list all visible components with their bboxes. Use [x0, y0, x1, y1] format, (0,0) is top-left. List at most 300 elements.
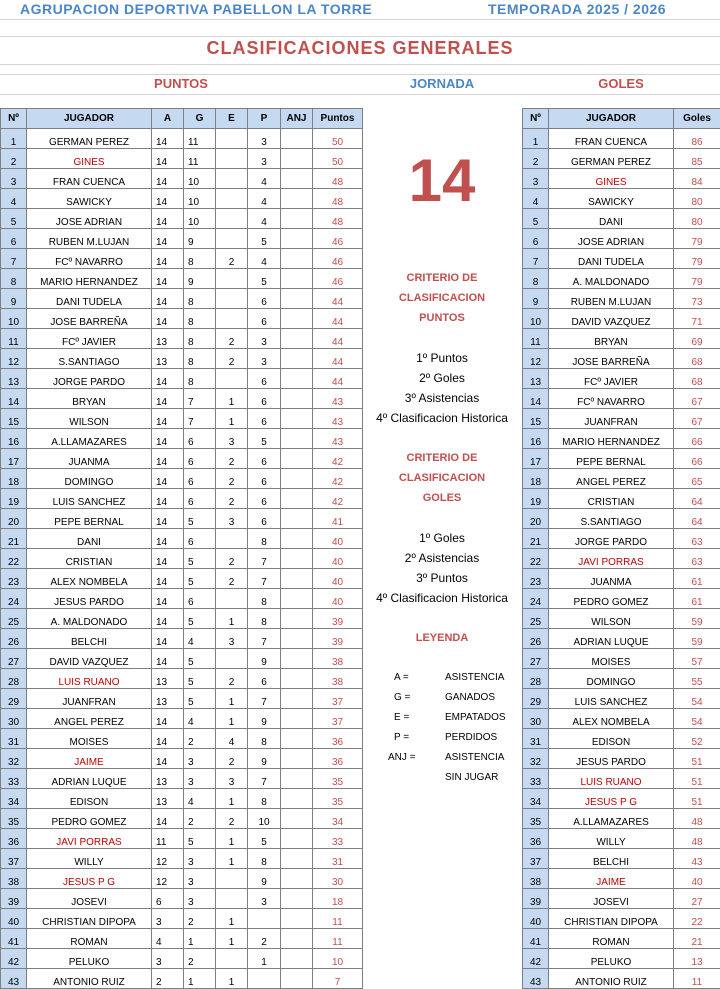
losses-cell: 8: [248, 589, 281, 609]
table-row: [1, 889, 363, 909]
draws-cell: 1: [216, 689, 248, 709]
rank-cell: 34: [523, 789, 549, 809]
wins-cell: 8: [184, 289, 216, 309]
anj-cell: [281, 729, 313, 749]
goals-cell: 51: [674, 789, 720, 809]
table-row: [1, 349, 363, 369]
player-name-cell: CHRISTIAN DIPOPA: [549, 909, 674, 929]
losses-cell: 9: [248, 869, 281, 889]
table-row: [523, 929, 720, 949]
table-row: [523, 889, 720, 909]
losses-cell: [248, 969, 281, 989]
wins-cell: 4: [184, 629, 216, 649]
points-cell: 18: [313, 889, 363, 909]
losses-cell: 7: [248, 569, 281, 589]
points-cell: 42: [313, 469, 363, 489]
wins-cell: 7: [184, 409, 216, 429]
player-name-cell: GINES: [27, 149, 152, 169]
goals-cell: 66: [674, 449, 720, 469]
attendance-cell: 14: [152, 409, 184, 429]
goals-cell: 71: [674, 309, 720, 329]
rank-cell: 17: [1, 449, 27, 469]
goals-cell: 80: [674, 189, 720, 209]
goals-table: [522, 108, 720, 989]
losses-cell: 6: [248, 409, 281, 429]
rank-cell: 2: [1, 149, 27, 169]
player-name-cell: BELCHI: [27, 629, 152, 649]
wins-cell: 2: [184, 729, 216, 749]
points-cell: 30: [313, 869, 363, 889]
attendance-cell: 12: [152, 869, 184, 889]
wins-cell: 3: [184, 849, 216, 869]
rank-cell: 18: [523, 469, 549, 489]
rank-cell: 4: [1, 189, 27, 209]
rank-cell: 24: [1, 589, 27, 609]
goals-cell: 22: [674, 909, 720, 929]
goals-cell: 69: [674, 329, 720, 349]
rank-cell: 1: [523, 129, 549, 149]
rank-cell: 27: [523, 649, 549, 669]
table-row: [523, 529, 720, 549]
rank-cell: 9: [523, 289, 549, 309]
wins-cell: 9: [184, 229, 216, 249]
draws-cell: 2: [216, 669, 248, 689]
table-row: [523, 729, 720, 749]
draws-cell: 2: [216, 809, 248, 829]
column-header: Nº: [1, 109, 27, 129]
player-name-cell: PEPE BERNAL: [549, 449, 674, 469]
attendance-cell: 13: [152, 689, 184, 709]
draws-cell: [216, 889, 248, 909]
attendance-cell: 3: [152, 909, 184, 929]
attendance-cell: 14: [152, 249, 184, 269]
criteria-goals-item: 1º Goles: [419, 531, 465, 545]
points-cell: 44: [313, 309, 363, 329]
player-name-cell: JESUS P G: [27, 869, 152, 889]
rank-cell: 15: [1, 409, 27, 429]
table-row: [1, 589, 363, 609]
table-row: [1, 969, 363, 989]
table-row: [1, 269, 363, 289]
anj-cell: [281, 789, 313, 809]
points-cell: 42: [313, 489, 363, 509]
anj-cell: [281, 289, 313, 309]
player-name-cell: A.LLAMAZARES: [549, 809, 674, 829]
rank-cell: 22: [1, 549, 27, 569]
table-row: [523, 869, 720, 889]
attendance-cell: 14: [152, 809, 184, 829]
rank-cell: 38: [523, 869, 549, 889]
rank-cell: 32: [523, 749, 549, 769]
draws-cell: 3: [216, 769, 248, 789]
anj-cell: [281, 849, 313, 869]
anj-cell: [281, 449, 313, 469]
table-row: [523, 249, 720, 269]
wins-cell: 8: [184, 309, 216, 329]
table-row: [1, 149, 363, 169]
anj-cell: [281, 169, 313, 189]
anj-cell: [281, 609, 313, 629]
wins-cell: 4: [184, 789, 216, 809]
player-name-cell: JOSE BARREÑA: [27, 309, 152, 329]
attendance-cell: 14: [152, 169, 184, 189]
section-goals-label: GOLES: [598, 76, 644, 91]
player-name-cell: JOSE ADRIAN: [549, 229, 674, 249]
attendance-cell: 14: [152, 369, 184, 389]
losses-cell: 6: [248, 369, 281, 389]
goals-cell: 43: [674, 849, 720, 869]
rank-cell: 5: [523, 209, 549, 229]
wins-cell: 5: [184, 669, 216, 689]
table-row: [1, 789, 363, 809]
rank-cell: 16: [1, 429, 27, 449]
player-name-cell: DANI: [549, 209, 674, 229]
player-name-cell: PELUKO: [27, 949, 152, 969]
table-row: [1, 509, 363, 529]
rank-cell: 36: [1, 829, 27, 849]
anj-cell: [281, 949, 313, 969]
points-cell: 37: [313, 709, 363, 729]
losses-cell: 2: [248, 929, 281, 949]
table-row: [1, 629, 363, 649]
table-row: [1, 849, 363, 869]
divider: [0, 74, 720, 75]
player-name-cell: ANTONIO RUIZ: [27, 969, 152, 989]
wins-cell: 1: [184, 929, 216, 949]
draws-cell: 1: [216, 849, 248, 869]
anj-cell: [281, 829, 313, 849]
table-row: [1, 389, 363, 409]
attendance-cell: 13: [152, 329, 184, 349]
table-row: [1, 409, 363, 429]
goals-cell: 85: [674, 149, 720, 169]
table-row: [523, 769, 720, 789]
points-cell: 33: [313, 829, 363, 849]
rank-cell: 29: [1, 689, 27, 709]
player-name-cell: JESUS PARDO: [549, 749, 674, 769]
goals-cell: 63: [674, 529, 720, 549]
rank-cell: 14: [523, 389, 549, 409]
attendance-cell: 14: [152, 609, 184, 629]
draws-cell: 3: [216, 629, 248, 649]
anj-cell: [281, 929, 313, 949]
player-name-cell: ADRIAN LUQUE: [549, 629, 674, 649]
goals-cell: 61: [674, 589, 720, 609]
goals-cell: 79: [674, 229, 720, 249]
player-name-cell: JORGE PARDO: [549, 529, 674, 549]
attendance-cell: 14: [152, 449, 184, 469]
table-row: [1, 569, 363, 589]
losses-cell: 3: [248, 129, 281, 149]
table-row: [1, 489, 363, 509]
rank-cell: 27: [1, 649, 27, 669]
attendance-cell: 14: [152, 289, 184, 309]
legend-value: ASISTENCIA: [445, 672, 505, 683]
wins-cell: 3: [184, 889, 216, 909]
losses-cell: 7: [248, 769, 281, 789]
anj-cell: [281, 189, 313, 209]
rank-cell: 15: [523, 409, 549, 429]
attendance-cell: 14: [152, 129, 184, 149]
criteria-points-item: 1º Puntos: [416, 351, 468, 365]
attendance-cell: 14: [152, 149, 184, 169]
goals-cell: 67: [674, 389, 720, 409]
losses-cell: 8: [248, 529, 281, 549]
goals-cell: 57: [674, 649, 720, 669]
rank-cell: 37: [1, 849, 27, 869]
wins-cell: 10: [184, 209, 216, 229]
section-points-label: PUNTOS: [154, 76, 208, 91]
table-row: [523, 969, 720, 989]
table-row: [1, 369, 363, 389]
column-header: E: [216, 109, 248, 129]
attendance-cell: 14: [152, 309, 184, 329]
goals-cell: 63: [674, 549, 720, 569]
season-label: TEMPORADA 2025 / 2026: [488, 1, 667, 17]
points-cell: 38: [313, 669, 363, 689]
draws-cell: [216, 869, 248, 889]
legend-title: LEYENDA: [415, 632, 469, 644]
criteria-goals-title-1: CRITERIO DE: [406, 452, 478, 464]
criteria-goals-item: 2º Asistencias: [404, 551, 480, 565]
legend-key: E =: [394, 712, 410, 723]
table-row: [523, 749, 720, 769]
rank-cell: 21: [1, 529, 27, 549]
anj-cell: [281, 709, 313, 729]
rank-cell: 23: [1, 569, 27, 589]
column-header: JUGADOR: [549, 109, 674, 129]
divider: [0, 36, 720, 37]
rank-cell: 30: [523, 709, 549, 729]
attendance-cell: 4: [152, 929, 184, 949]
draws-cell: 4: [216, 729, 248, 749]
player-name-cell: EDISON: [549, 729, 674, 749]
anj-cell: [281, 249, 313, 269]
criteria-goals-title-2: CLASIFICACION: [398, 472, 486, 484]
losses-cell: 5: [248, 429, 281, 449]
table-row: [523, 629, 720, 649]
player-name-cell: JUANMA: [27, 449, 152, 469]
rank-cell: 39: [523, 889, 549, 909]
losses-cell: 6: [248, 509, 281, 529]
player-name-cell: ANGEL PEREZ: [549, 469, 674, 489]
wins-cell: 5: [184, 689, 216, 709]
points-cell: 41: [313, 509, 363, 529]
attendance-cell: 14: [152, 509, 184, 529]
rank-cell: 21: [523, 529, 549, 549]
rank-cell: 1: [1, 129, 27, 149]
losses-cell: 4: [248, 209, 281, 229]
rank-cell: 29: [523, 689, 549, 709]
divider: [0, 64, 720, 65]
attendance-cell: 14: [152, 529, 184, 549]
rank-cell: 35: [523, 809, 549, 829]
rank-cell: 25: [523, 609, 549, 629]
attendance-cell: 14: [152, 189, 184, 209]
goals-cell: 84: [674, 169, 720, 189]
player-name-cell: ALEX NOMBELA: [549, 709, 674, 729]
losses-cell: 6: [248, 389, 281, 409]
goals-cell: 21: [674, 929, 720, 949]
draws-cell: 1: [216, 709, 248, 729]
goals-cell: 64: [674, 509, 720, 529]
anj-cell: [281, 429, 313, 449]
draws-cell: 1: [216, 969, 248, 989]
player-name-cell: JOSE ADRIAN: [27, 209, 152, 229]
table-row: [523, 849, 720, 869]
wins-cell: 2: [184, 809, 216, 829]
points-cell: 36: [313, 729, 363, 749]
rank-cell: 11: [523, 329, 549, 349]
table-row: [1, 669, 363, 689]
table-row: [523, 649, 720, 669]
anj-cell: [281, 309, 313, 329]
table-row: [1, 329, 363, 349]
anj-cell: [281, 489, 313, 509]
player-name-cell: S.SANTIAGO: [549, 509, 674, 529]
wins-cell: 8: [184, 249, 216, 269]
player-name-cell: BRYAN: [549, 329, 674, 349]
player-name-cell: RUBEN M.LUJAN: [27, 229, 152, 249]
points-cell: 50: [313, 129, 363, 149]
points-cell: 34: [313, 809, 363, 829]
wins-cell: 5: [184, 509, 216, 529]
player-name-cell: JOSEVI: [27, 889, 152, 909]
anj-cell: [281, 669, 313, 689]
table-row: [1, 609, 363, 629]
losses-cell: 6: [248, 469, 281, 489]
player-name-cell: BRYAN: [27, 389, 152, 409]
rank-cell: 39: [1, 889, 27, 909]
anj-cell: [281, 129, 313, 149]
draws-cell: 1: [216, 409, 248, 429]
player-name-cell: MARIO HERNANDEZ: [549, 429, 674, 449]
player-name-cell: JUANFRAN: [549, 409, 674, 429]
attendance-cell: 14: [152, 729, 184, 749]
table-row: [523, 329, 720, 349]
wins-cell: 5: [184, 569, 216, 589]
column-header: Goles: [674, 109, 720, 129]
player-name-cell: DOMINGO: [549, 669, 674, 689]
player-name-cell: CHRISTIAN DIPOPA: [27, 909, 152, 929]
player-name-cell: WILLY: [27, 849, 152, 869]
points-cell: 40: [313, 529, 363, 549]
criteria-points-title-3: PUNTOS: [419, 312, 465, 324]
table-row: [523, 809, 720, 829]
legend-value: PERDIDOS: [445, 732, 498, 743]
rank-cell: 26: [1, 629, 27, 649]
draws-cell: 2: [216, 329, 248, 349]
player-name-cell: LUIS SANCHEZ: [27, 489, 152, 509]
rank-cell: 33: [1, 769, 27, 789]
losses-cell: 6: [248, 309, 281, 329]
wins-cell: 11: [184, 149, 216, 169]
player-name-cell: JAVI PORRAS: [549, 549, 674, 569]
criteria-points-item: 4º Clasificacion Historica: [376, 411, 508, 425]
player-name-cell: DAVID VAZQUEZ: [549, 309, 674, 329]
legend-value: ASISTENCIA: [445, 752, 505, 763]
player-name-cell: JAIME: [27, 749, 152, 769]
goals-cell: 59: [674, 629, 720, 649]
rank-cell: 7: [523, 249, 549, 269]
rank-cell: 6: [523, 229, 549, 249]
table-row: [1, 169, 363, 189]
attendance-cell: 14: [152, 389, 184, 409]
legend-key: P =: [394, 732, 410, 743]
wins-cell: 5: [184, 609, 216, 629]
player-name-cell: JUANMA: [549, 569, 674, 589]
rank-cell: 31: [1, 729, 27, 749]
legend-value: EMPATADOS: [445, 712, 506, 723]
points-cell: 46: [313, 269, 363, 289]
rank-cell: 16: [523, 429, 549, 449]
table-row: [1, 949, 363, 969]
wins-cell: 6: [184, 489, 216, 509]
points-cell: 39: [313, 629, 363, 649]
player-name-cell: DOMINGO: [27, 469, 152, 489]
rank-cell: 30: [1, 709, 27, 729]
losses-cell: 5: [248, 229, 281, 249]
attendance-cell: 11: [152, 829, 184, 849]
rank-cell: 10: [523, 309, 549, 329]
player-name-cell: LUIS SANCHEZ: [549, 689, 674, 709]
losses-cell: 6: [248, 449, 281, 469]
goals-cell: 40: [674, 869, 720, 889]
points-cell: 37: [313, 689, 363, 709]
points-cell: 48: [313, 189, 363, 209]
goals-cell: 68: [674, 349, 720, 369]
wins-cell: 6: [184, 469, 216, 489]
draws-cell: [216, 309, 248, 329]
player-name-cell: PELUKO: [549, 949, 674, 969]
attendance-cell: 6: [152, 889, 184, 909]
player-name-cell: DANI TUDELA: [549, 249, 674, 269]
rank-cell: 25: [1, 609, 27, 629]
rank-cell: 22: [523, 549, 549, 569]
table-row: [523, 129, 720, 149]
rank-cell: 40: [1, 909, 27, 929]
points-cell: 11: [313, 929, 363, 949]
column-header: P: [248, 109, 281, 129]
anj-cell: [281, 589, 313, 609]
draws-cell: [216, 589, 248, 609]
rank-cell: 40: [523, 909, 549, 929]
points-cell: 46: [313, 249, 363, 269]
table-row: [523, 489, 720, 509]
criteria-points-item: 2º Goles: [419, 371, 465, 385]
table-row: [523, 829, 720, 849]
points-table: [0, 108, 363, 989]
anj-cell: [281, 409, 313, 429]
points-cell: 44: [313, 369, 363, 389]
table-row: [1, 869, 363, 889]
points-cell: 44: [313, 349, 363, 369]
rank-cell: 7: [1, 249, 27, 269]
losses-cell: 4: [248, 249, 281, 269]
player-name-cell: FCº JAVIER: [549, 369, 674, 389]
player-name-cell: RUBEN M.LUJAN: [549, 289, 674, 309]
points-cell: 46: [313, 229, 363, 249]
draws-cell: [216, 189, 248, 209]
goals-cell: 51: [674, 749, 720, 769]
table-row: [523, 429, 720, 449]
player-name-cell: JORGE PARDO: [27, 369, 152, 389]
attendance-cell: 14: [152, 429, 184, 449]
player-name-cell: A. MALDONADO: [549, 269, 674, 289]
attendance-cell: 14: [152, 269, 184, 289]
goals-cell: 65: [674, 469, 720, 489]
player-name-cell: JOSE BARREÑA: [549, 349, 674, 369]
